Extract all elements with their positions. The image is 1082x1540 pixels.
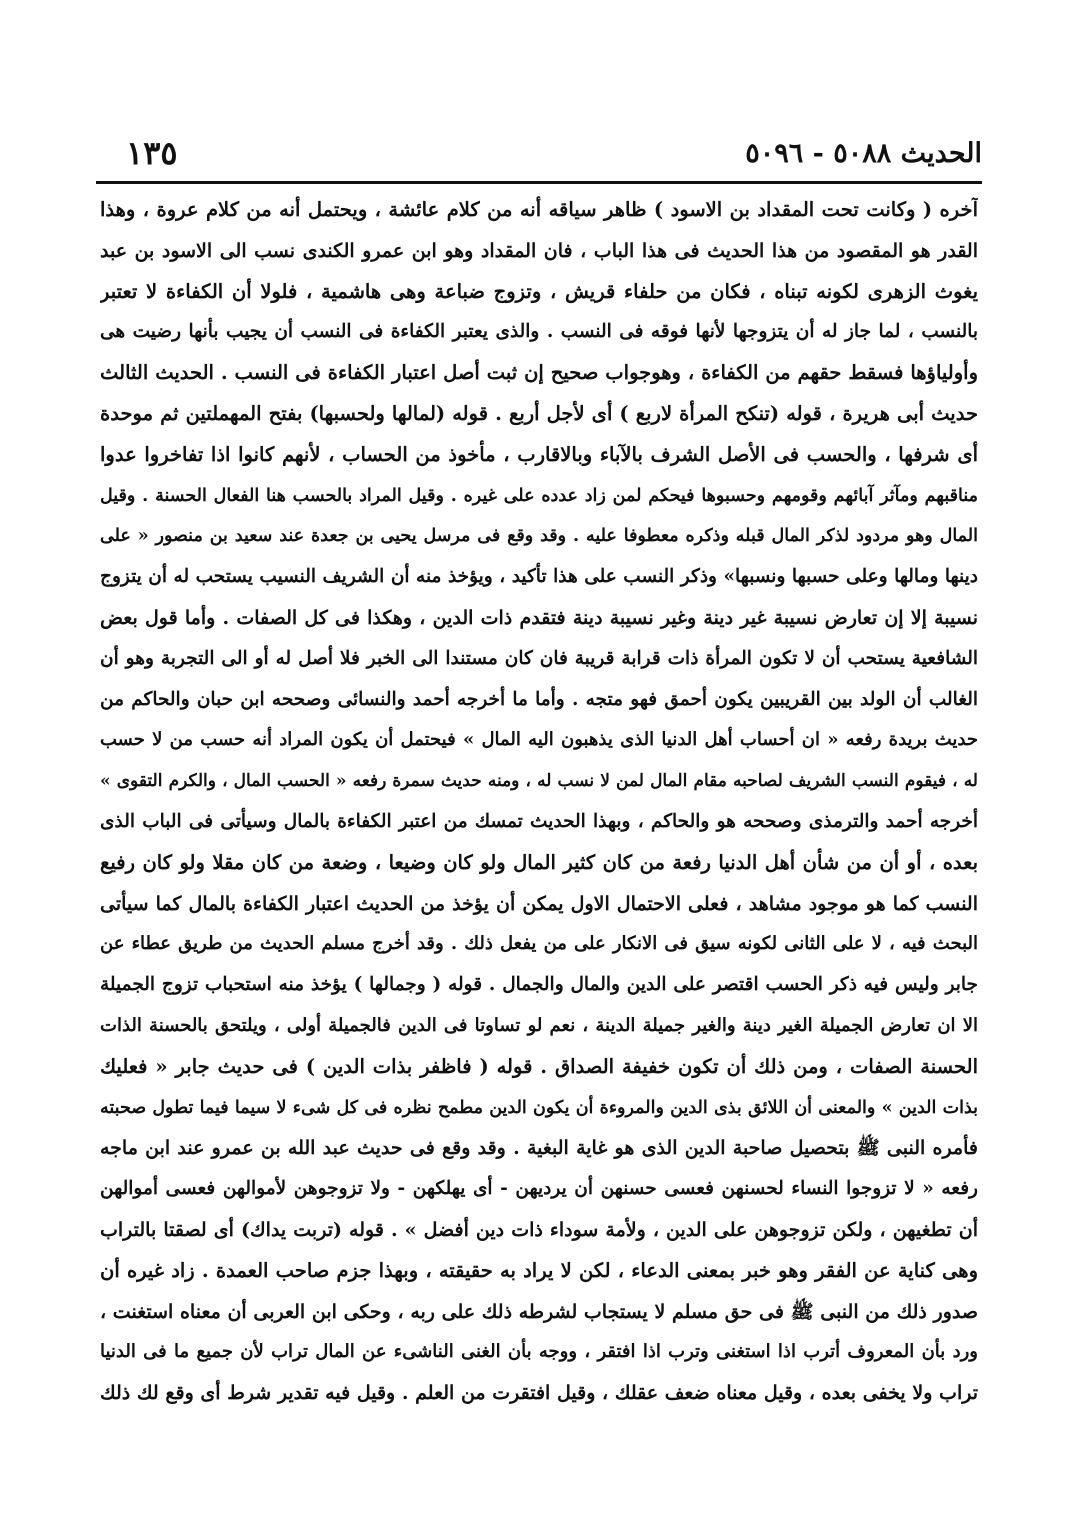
text-line: آخره ( وكانت تحت المقداد بن الاسود ) ظاهر سياقه أنه من كلام عائشة ، ويحتمل أنه من كلام عروة ، وهذا (100, 198, 978, 221)
text-line: الغالب أن الولد بين القريبين يكون أحمق فهو متجه . وأما ما أخرجه أحمد والنسائى وصححه ابن حبان والحاكم من (100, 688, 978, 710)
text-line: بذات الدين » والمعنى أن اللائق بذى الدين والمروءة أن يكون الدين مطمح نظره فى كل شىء لا سيما فيما تطول صحبته (100, 1097, 978, 1118)
text-line: نسيبة إلا إن تعارض نسيبة غير دينة وغير نسيبة دينة فتقدم ذات الدين ، وهكذا فى كل الصفات . وأما قول بعض (100, 606, 978, 629)
text-line: صدور ذلك من النبى ﷺ فى حق مسلم لا يستجاب لشرطه ذلك على ربه ، وحكى ابن العربى أن معناه استغنت ، (100, 1300, 978, 1323)
commentary-text (100, 190, 978, 1414)
page-header (96, 132, 982, 178)
text-line: القدر هو المقصود من هذا الحديث فى هذا الباب ، فان المقداد وهو ابن عمرو الكندى نسب الى الاسود بن عبد (100, 239, 978, 262)
text-line: حديث أبى هريرة ، قوله (تنكح المرأة لاربع ) أى لأجل أربع . قوله (لمالها ولحسبها) بفتح المهملتين ثم موحدة (100, 401, 978, 425)
header-rule (96, 181, 982, 184)
text-line: وهى كناية عن الفقر وهو خبر بمعنى الدعاء ، لكن لا يراد به حقيقته ، وبهذا جزم صاحب العمدة . زاد غيره أن (100, 1258, 978, 1282)
text-line: تراب ولا يخفى بعده ، وقيل معناه ضعف عقلك ، وقيل افتقرت من العلم . وقيل فيه تقدير شرط أى وقع لك ذلك (100, 1382, 978, 1405)
text-line: أى شرفها ، والحسب فى الأصل الشرف بالآباء وبالاقارب ، مأخوذ من الحساب ، لأنهم كانوا اذا تفاخروا عدوا (100, 442, 978, 466)
text-line: رفعه « لا تزوجوا النساء لحسنهن فعسى حسنهن أن يرديهن - أى يهلكهن - ولا تزوجوهن لأموالهن فعسى أموالهن (100, 1178, 978, 1200)
text-line: حديث بريدة رفعه « ان أحساب أهل الدنيا الذى يذهبون اليه المال » فيحتمل أن يكون المراد أنه حسب من لا حسب (100, 729, 978, 751)
text-line: له ، فيقوم النسب الشريف لصاحبه مقام المال لمن لا نسب له ، ومنه حديث سمرة رفعه « الحسب المال ، والكرم التقوى » (100, 771, 978, 792)
text-line: فأمره النبى ﷺ بتحصيل صاحبة الدين الذى هو غاية البغية . وقد وقع فى حديث عبد الله بن عمرو عند ابن ماجه (100, 1137, 978, 1160)
text-line: أخرجه أحمد والترمذى وصححه هو والحاكم ، وبهذا الحديث تمسك من اعتبر الكفاءة بالمال وسيأتى فى الباب الذى (100, 810, 978, 832)
text-line: يغوث الزهرى لكونه تبناه ، فكان من حلفاء قريش ، وتزوج ضباعة وهى هاشمية ، فلولا أن الكفاءة لا تعتبر (100, 279, 978, 303)
text-line: ورد بأن المعروف أترب اذا استغنى وترب اذا افتقر ، ووجه بأن الغنى الناشىء عن المال تراب لأن جميع ما فى الدنيا (100, 1341, 978, 1363)
text-line: وأولياؤها فسقط حقهم من الكفاءة ، وهوجواب صحيح إن ثبت أصل اعتبار الكفاءة فى النسب . الحديث الثالث (100, 361, 978, 385)
text-line: الا ان تعارض الجميلة الغير دينة والغير جميلة الدينة ، نعم لو تساوتا فى الدين فالجميلة أولى ، ويلتحق بالحسنة الذات (100, 1014, 978, 1036)
page-number: ١٣٥ (126, 134, 178, 172)
text-line: المال وهو مردود لذكر المال قبله وذكره معطوفا عليه . وقد وقع فى مرسل يحيى بن جعدة عند سعيد بن منصور « على (100, 526, 978, 547)
text-line: النسب كما هو موجود مشاهد ، فعلى الاحتمال الاول يمكن أن يؤخذ من الحديث اعتبار الكفاءة بالمال كما سيأتى (100, 892, 978, 915)
text-line: مناقبهم ومآثر آبائهم وقومهم وحسبوها فيحكم لمن زاد عدده على غيره . وقيل المراد بالحسب هنا الفعال الحسنة . وقيل (100, 485, 978, 506)
text-line: الشافعية يستحب أن لا تكون المرأة ذات قرابة قريبة فان كان مستندا الى الخبر فلا أصل له أو الى التجربة وهو أن (100, 647, 978, 669)
text-line: الحسنة الصفات ، ومن ذلك أن تكون خفيفة الصداق . قوله ( فاظفر بذات الدين ) فى حديث جابر « فعليك (100, 1054, 978, 1078)
text-line: بالنسب ، لما جاز له أن يتزوجها لأنها فوقه فى النسب . والذى يعتبر الكفاءة فى النسب أن يجيب بأنها رضيت هى (100, 321, 978, 343)
running-title: الحديث ٥٠٨٨ - ٥٠٩٦ (745, 138, 982, 169)
text-line: بعده ، أو أن من شأن أهل الدنيا رفعة من كان كثير المال ولو كان وضيعا ، وضعة من كان مقلا ولو كان رفيع (100, 850, 978, 874)
text-line: أن تطغيهن ، ولكن تزوجوهن على الدين ، ولأمة سوداء ذات دين أفضل » . قوله (تربت يداك) أى لصقتا بالتراب (100, 1218, 978, 1241)
text-line: دينها ومالها وعلى حسبها ونسبها» وذكر النسب على هذا تأكيد ، ويؤخذ منه أن الشريف النسيب يستحب له أن يتزوج (100, 566, 978, 588)
text-line: البحث فيه ، لا على الثانى لكونه سيق فى الانكار على من يفعل ذلك . وقد أخرج مسلم الحديث من طريق عطاء عن (100, 933, 978, 955)
text-line: جابر وليس فيه ذكر الحسب اقتصر على الدين والمال والجمال . قوله ( وجمالها ) يؤخذ منه استحباب تزوج الجميلة (100, 974, 978, 996)
